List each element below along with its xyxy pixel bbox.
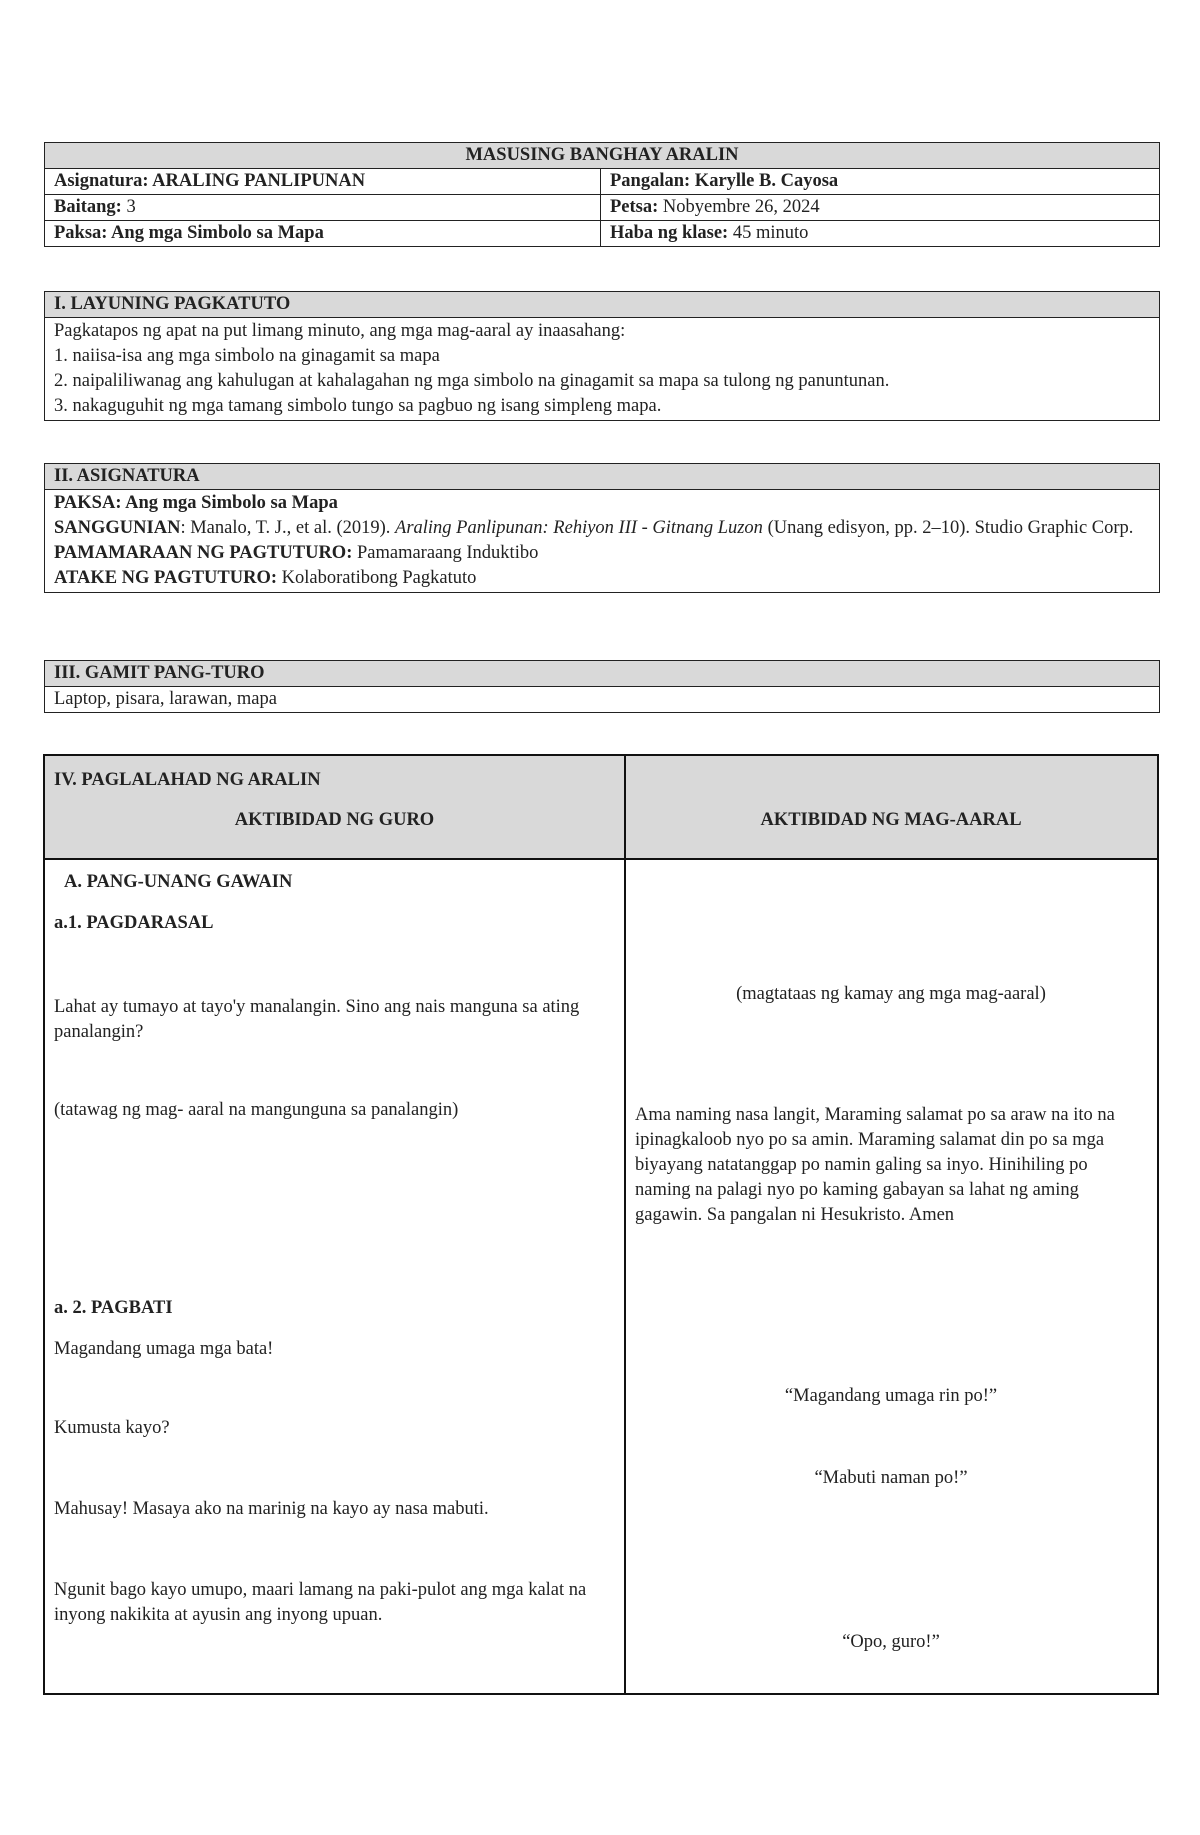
petsa-label: Petsa: <box>610 197 659 217</box>
sanggunian-title: Araling Panlipunan: Rehiyon III - Gitnang Luzon <box>395 518 763 538</box>
layunin-item: 2. naipaliliwanag ang kahulugan at kahalagahan ng mga simbolo na ginagamit sa mapa sa tulong ng panuntunan. <box>54 371 890 391</box>
atake-label: ATAKE NG PAGTUTURO: <box>54 568 278 588</box>
gamit-items: Laptop, pisara, larawan, mapa <box>45 687 1160 713</box>
pamamaraan-value: Pamamaraang Induktibo <box>352 543 539 563</box>
asignatura-pamamaraan <box>54 541 1150 566</box>
col-guro-heading: AKTIBIDAD NG GURO <box>234 810 435 830</box>
layunin-intro: Pagkatapos ng apat na put limang minuto, ang mga mag-aaral ay inaasahang: <box>54 321 626 341</box>
document-title: MASUSING BANGHAY ARALIN <box>45 143 1160 169</box>
section-gamit-title: III. GAMIT PANG-TURO <box>45 661 1160 687</box>
haba-label: Haba ng klase: <box>610 223 729 243</box>
a1-student-prayer: Ama naming nasa langit, Maraming salamat po sa araw na ito na ipinagkaloob nyo po sa amin. Maraming salamat din po sa mga biyayang natatanggap po namin galing sa inyo. Hinihiling po naming na palagi nyo po kaming gabayan sa lahat ng aming gagawin. Sa pangalan ni Hesukristo. Amen <box>635 1105 1115 1225</box>
asignatura-atake <box>54 566 1150 591</box>
haba-value: 45 minuto <box>732 223 809 243</box>
section-asignatura <box>44 463 1160 593</box>
section-layunin-body <box>45 318 1160 421</box>
a1-student-action: (magtataas ng kamay ang mga mag-aaral) <box>736 984 1046 1004</box>
column-divider <box>624 756 626 1693</box>
asignatura-paksa: PAKSA: Ang mga Simbolo sa Mapa <box>54 493 338 513</box>
a1-heading: a.1. PAGDARASAL <box>54 913 214 933</box>
pangalan-cell: Pangalan: Karylle B. Cayosa <box>601 169 1160 195</box>
a2-student-greeting: “Magandang umaga rin po!” <box>784 1386 998 1406</box>
atake-value: Kolaboratibong Pagkatuto <box>277 568 477 588</box>
haba-cell <box>601 221 1160 247</box>
part-a-heading: A. PANG-UNANG GAWAIN <box>64 872 293 892</box>
a1-guro-prompt: Lahat ay tumayo at tayo'y manalangin. Sino ang nais manguna sa ating panalangin? <box>54 997 580 1042</box>
a2-heading: a. 2. PAGBATI <box>54 1298 173 1318</box>
section-gamit <box>44 660 1160 713</box>
baitang-value: 3 <box>126 197 136 217</box>
sanggunian-pre: : Manalo, T. J., et al. (2019). <box>180 518 396 538</box>
layunin-item: 1. naiisa-isa ang mga simbolo na ginagamit sa mapa <box>54 346 440 366</box>
a2-guro-instruction: Ngunit bago kayo umupo, maari lamang na paki-pulot ang mga kalat na inyong nakikita at ayusin ang inyong upuan. <box>54 1580 587 1625</box>
a2-student-answer: “Mabuti naman po!” <box>814 1468 968 1488</box>
section-layunin-title: I. LAYUNING PAGKATUTO <box>45 292 1160 318</box>
petsa-cell <box>601 195 1160 221</box>
pamamaraan-label: PAMAMARAAN NG PAGTUTURO: <box>54 543 353 563</box>
a1-guro-action: (tatawag ng mag- aaral na mangunguna sa panalangin) <box>54 1100 459 1120</box>
section-layunin <box>44 291 1160 421</box>
section-asignatura-body <box>45 490 1160 593</box>
petsa-value: Nobyembre 26, 2024 <box>662 197 820 217</box>
col-magaaral-heading: AKTIBIDAD NG MAG-AARAL <box>760 810 1022 830</box>
asignatura-sanggunian <box>54 516 1150 541</box>
a2-student-reply: “Opo, guro!” <box>842 1632 940 1652</box>
section-asignatura-title: II. ASIGNATURA <box>45 464 1160 490</box>
a2-guro-response: Mahusay! Masaya ako na marinig na kayo ay nasa mabuti. <box>54 1499 489 1519</box>
paglalahad-title: IV. PAGLALAHAD NG ARALIN <box>54 770 321 790</box>
baitang-label: Baitang: <box>54 197 122 217</box>
layunin-item: 3. nakaguguhit ng mga tamang simbolo tungo sa pagbuo ng isang simpleng mapa. <box>54 396 662 416</box>
asignatura-cell: Asignatura: ARALING PANLIPUNAN <box>45 169 601 195</box>
sanggunian-post: (Unang edisyon, pp. 2–10). Studio Graphic Corp. <box>762 518 1134 538</box>
a2-guro-question: Kumusta kayo? <box>54 1418 170 1438</box>
header-divider <box>45 858 1157 860</box>
paksa-cell: Paksa: Ang mga Simbolo sa Mapa <box>45 221 601 247</box>
header-table <box>44 142 1160 247</box>
section-paglalahad <box>43 754 1159 1695</box>
sanggunian-label: SANGGUNIAN <box>54 518 181 538</box>
baitang-cell <box>45 195 601 221</box>
a2-guro-greeting: Magandang umaga mga bata! <box>54 1339 274 1359</box>
